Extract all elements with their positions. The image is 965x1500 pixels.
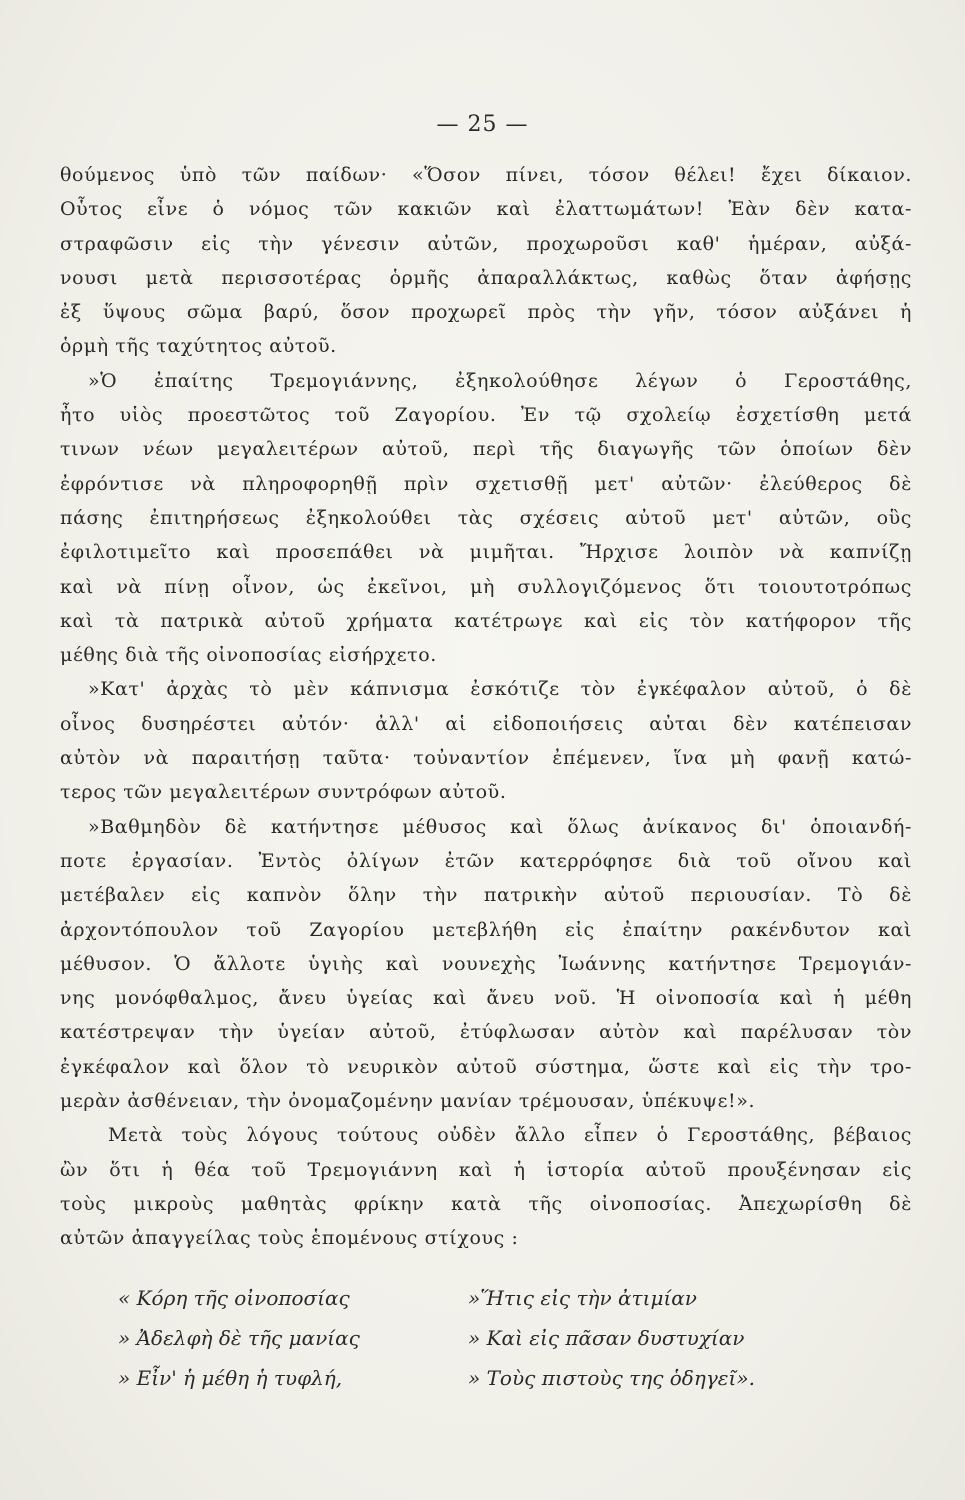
- text-line: τινων νέων μεγαλειτέρων αὐτοῦ, περὶ τῆς διαγωγῆς τῶν ὁποίων δὲν: [60, 438, 912, 461]
- text-line: »Κατ' ἀρχὰς τὸ μὲν κάπνισμα ἐσκότιζε τὸν ἐγκέφαλον αὐτοῦ, ὁ δὲ: [88, 678, 912, 701]
- text-line: καὶ νὰ πίνῃ οἶνον, ὡς ἐκεῖνοι, μὴ συλλογιζόμενος ὅτι τοιουτοτρόπως: [60, 575, 912, 598]
- text-line: καὶ τὰ πατρικὰ αὐτοῦ χρήματα κατέτρωγε καὶ εἰς τὸν κατήφορον τῆς: [60, 609, 912, 632]
- text-line: οἶνος δυσηρέστει αὐτόν· ἀλλ' αἱ εἰδοποιήσεις αὐται δὲν κατέπεισαν: [60, 712, 912, 735]
- text-line: ἐφρόντισε νὰ πληροφορηθῇ πρὶν σχετισθῇ μετ' αὐτῶν· ἐλεύθερος δὲ: [60, 472, 912, 495]
- text-line: στραφῶσιν εἰς τὴν γένεσιν αὐτῶν, προχωροῦσι καθ' ἡμέραν, αὐξά-: [60, 232, 912, 255]
- text-line: ὢν ὅτι ἡ θέα τοῦ Τρεμογιάννη καὶ ἡ ἱστορία αὐτοῦ προυξένησαν εἰς: [60, 1158, 912, 1181]
- text-line: μέθης διὰ τῆς οἰνοποσίας εἰσήρχετο.: [60, 644, 437, 667]
- text-line: νης μονόφθαλμος, ἄνευ ὑγείας καὶ ἄνευ νοῦ. Ἡ οἰνοποσία καὶ ἡ μέθη: [60, 987, 912, 1010]
- text-line: ἦτο υἱὸς προεστῶτος τοῦ Ζαγορίου. Ἐν τῷ σχολείῳ ἐσχετίσθη μετά: [60, 404, 912, 427]
- text-line: ἀρχοντόπουλον τοῦ Ζαγορίου μετεβλήθη εἰς ἐπαίτην ρακένδυτον καὶ: [60, 918, 912, 941]
- text-line: θούμενος ὑπὸ τῶν παίδων· «Ὅσον πίνει, τόσον θέλει! ἔχει δίκαιον.: [60, 164, 912, 186]
- text-line: κατέστρεψαν τὴν ὑγείαν αὐτοῦ, ἐτύφλωσαν αὐτὸν καὶ παρέλυσαν τὸν: [60, 1021, 912, 1044]
- text-line: ἐξ ὕψους σῶμα βαρύ, ὅσον προχωρεῖ πρὸς τὴν γῆν, τόσον αὐξάνει ἡ: [60, 301, 912, 324]
- text-line: μέθυσον. Ὁ ἄλλοτε ὑγιὴς καὶ νουνεχὴς Ἰωάννης κατήντησε Τρεμογιάν-: [60, 952, 912, 975]
- text-line: ποτε ἐργασίαν. Ἐντὸς ὀλίγων ἐτῶν κατερρόφησε διὰ τοῦ οἴνου καὶ: [60, 849, 912, 872]
- body-text: [60, 158, 912, 1256]
- text-line: αὐτῶν ἀπαγγείλας τοὺς ἑπομένους στίχους :: [60, 1227, 519, 1250]
- text-line: ὁρμὴ τῆς ταχύτητος αὐτοῦ.: [60, 335, 337, 358]
- text-line: Οὗτος εἶνε ὁ νόμος τῶν κακιῶν καὶ ἐλαττωμάτων! Ἐὰν δὲν κατα-: [60, 198, 912, 221]
- poem-line: » Τοὺς πιστοὺς της ὁδηγεῖ».: [468, 1366, 755, 1390]
- poem-line: » Εἶν' ἡ μέθη ἡ τυφλή,: [118, 1366, 343, 1390]
- text-line: αὐτὸν νὰ παραιτήσῃ ταῦτα· τοὐναντίον ἐπέμενεν, ἵνα μὴ φανῇ κατώ-: [60, 747, 912, 770]
- poem-line: » Καὶ εἰς πᾶσαν δυστυχίαν: [468, 1326, 745, 1350]
- text-line: μερὰν ἀσθένειαν, τὴν ὀνομαζομένην μανίαν τρέμουσαν, ὑπέκυψε!».: [60, 1090, 756, 1113]
- page-number: — 25 —: [436, 112, 529, 137]
- text-line: ἐγκέφαλον καὶ ὅλον τὸ νευρικὸν αὐτοῦ σύστημα, ὥστε καὶ εἰς τὴν τρο-: [60, 1055, 912, 1078]
- text-line: »Βαθμηδὸν δὲ κατήντησε μέθυσος καὶ ὅλως ἀνίκανος δι' ὁποιανδή-: [88, 815, 912, 838]
- text-line: μετέβαλεν εἰς καπνὸν ὅλην τὴν πατρικὴν αὐτοῦ περιουσίαν. Τὸ δὲ: [60, 884, 912, 907]
- text-line: ἐφιλοτιμεῖτο καὶ προσεπάθει νὰ μιμῆται. Ἤρχισε λοιπὸν νὰ καπνίζῃ: [60, 541, 912, 564]
- poem-line: « Κόρη τῆς οἰνοποσίας: [118, 1286, 350, 1310]
- poem-line: » Ἀδελφὴ δὲ τῆς μανίας: [118, 1326, 360, 1350]
- poem-left-column: [118, 1278, 448, 1398]
- text-line: τοὺς μικροὺς μαθητὰς φρίκην κατὰ τῆς οἰνοποσίας. Ἀπεχωρίσθη δὲ: [60, 1192, 912, 1215]
- text-line: τερος τῶν μεγαλειτέρων συντρόφων αὐτοῦ.: [60, 781, 507, 804]
- text-line: Μετὰ τοὺς λόγους τούτους οὐδὲν ἄλλο εἶπεν ὁ Γεροστάθης, βέβαιος: [108, 1124, 912, 1147]
- text-line: νουσι μετὰ περισσοτέρας ὁρμῆς ἀπαραλλάκτως, καθὼς ὅταν ἀφήσῃς: [60, 266, 912, 289]
- poem-right-column: [468, 1278, 798, 1398]
- poem-line: »Ἥτις εἰς τὴν ἀτιμίαν: [468, 1286, 697, 1310]
- text-line: »Ὁ ἐπαίτης Τρεμογιάννης, ἐξηκολούθησε λέγων ὁ Γεροστάθης,: [88, 369, 912, 392]
- text-line: πάσης ἐπιτηρήσεως ἐξηκολούθει τὰς σχέσεις αὐτοῦ μετ' αὐτῶν, οὓς: [60, 506, 912, 529]
